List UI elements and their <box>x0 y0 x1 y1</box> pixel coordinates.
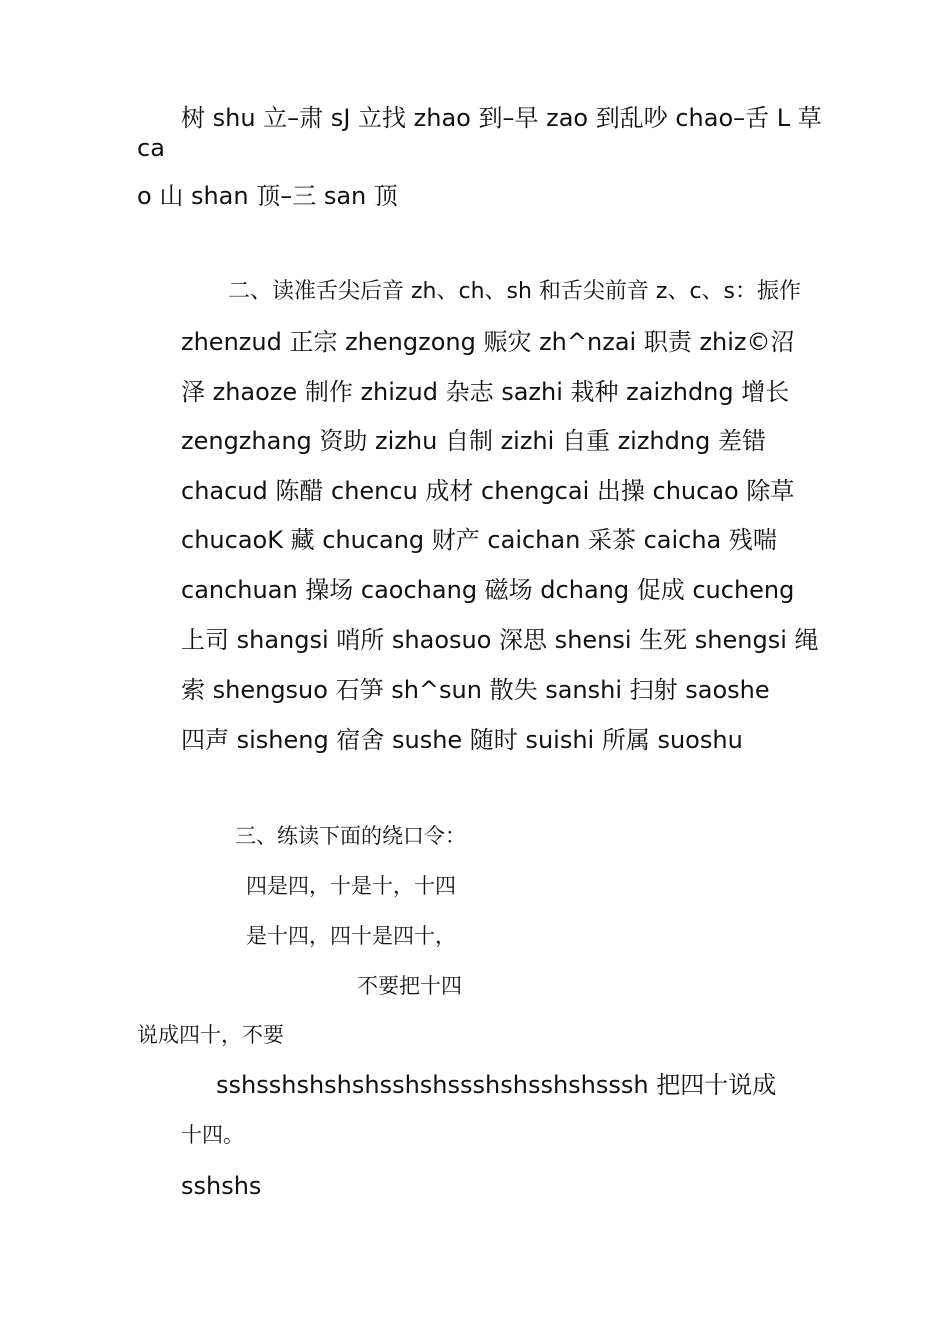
section-3-heading: 三、练读下面的绕口令： <box>235 824 466 848</box>
practice-line-1: zhenzud 正宗 zhengzong 赈灾 zh^nzai 职责 zhiz©沼 <box>181 328 795 356</box>
section-2-heading: 二、读准舌尖后音 zh、ch、sh 和舌尖前音 z、c、s：振作 <box>228 279 802 304</box>
pinyin-line: sshsshshshshsshshssshshsshshsssh 把四十说成 <box>216 1071 777 1099</box>
tongue-twister-line-3: 不要把十四 <box>357 974 462 998</box>
practice-line-9: 四声 sisheng 宿舍 sushe 随时 suishi 所属 suoshu <box>181 726 743 754</box>
practice-line-3: zengzhang 资助 zizhu 自制 zizhi 自重 zizhdng 差错 <box>181 427 766 455</box>
practice-line-5: chucaoK 藏 chucang 财产 caichan 采茶 caicha 残喘 <box>181 526 777 554</box>
text-line-3: o 山 shan 顶–三 san 顶 <box>137 182 398 210</box>
tongue-twister-line-4: 说成四十，不要 <box>137 1023 284 1047</box>
tongue-twister-line-2: 是十四，四十是四十， <box>246 924 456 948</box>
practice-line-8: 索 shengsuo 石笋 sh^sun 散失 sanshi 扫射 saoshe <box>181 676 770 704</box>
text-line-2: ca <box>137 134 165 162</box>
practice-line-4: chacud 陈醋 chencu 成材 chengcai 出操 chucao 除草 <box>181 477 795 505</box>
practice-line-7: 上司 shangsi 哨所 shaosuo 深思 shensi 生死 shengsi 绳 <box>181 626 819 654</box>
practice-line-6: canchuan 操场 caochang 磁场 dchang 促成 cucheng <box>181 576 795 604</box>
text-line-1: 树 shu 立–肃 sJ 立找 zhao 到–早 zao 到乱吵 chao–舌 L 草 <box>181 104 822 132</box>
practice-line-2: 泽 zhaoze 制作 zhizud 杂志 sazhi 栽种 zaizhdng 增长 <box>181 378 790 406</box>
pinyin-line-end: 十四。 <box>181 1123 244 1147</box>
tongue-twister-line-1: 四是四，十是十，十四 <box>246 874 456 898</box>
final-pinyin: sshshs <box>181 1172 262 1200</box>
